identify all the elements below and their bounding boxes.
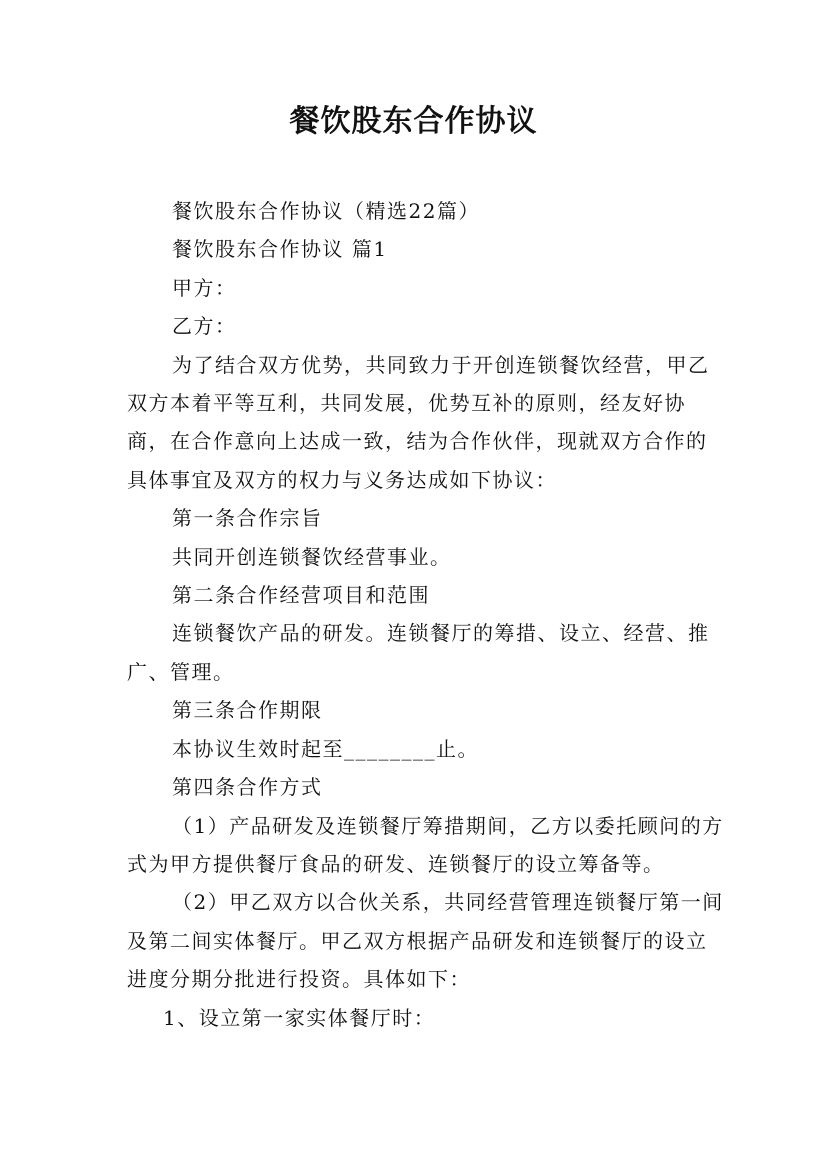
paragraph-article-4-heading: 第四条合作方式 [172,775,323,800]
paragraph-article-4-item-2: （2）甲乙双方以合伙关系，共同经营管理连锁餐厅第一间及第二间实体餐厅。甲乙双方根据产品研发和连锁餐厅的设立进度分期分批进行投资。具体如下： [127,890,724,992]
paragraph-section-heading: 餐饮股东合作协议 篇1 [172,237,388,262]
paragraph-article-2-heading: 第二条合作经营项目和范围 [172,583,430,608]
paragraph-article-4-subitem-1: 1、设立第一家实体餐厅时： [163,1005,436,1030]
paragraph-article-3-body: 本协议生效时起至________止。 [172,736,479,761]
paragraph-article-2-body: 连锁餐饮产品的研发。连锁餐厅的筹措、设立、经营、推广、管理。 [127,621,710,684]
paragraph-article-3-heading: 第三条合作期限 [172,698,323,723]
paragraph-party-b: 乙方： [172,314,237,339]
document-title: 餐饮股东合作协议 [289,104,538,139]
paragraph-subtitle: 餐饮股东合作协议（精选22篇） [172,199,480,223]
paragraph-party-a: 甲方： [172,275,237,300]
paragraph-article-1-heading: 第一条合作宗旨 [172,506,323,531]
paragraph-preamble: 为了结合双方优势，共同致力于开创连锁餐饮经营，甲乙双方本着平等互利，共同发展，优势互补的原则，经友好协商，在合作意向上达成一致，结为合作伙伴，现就双方合作的具体事宜及双方的权力与义务达成如下协议： [127,352,710,492]
paragraph-article-4-item-1: （1）产品研发及连锁餐厅筹措期间，乙方以委托顾问的方式为甲方提供餐厅食品的研发、连锁餐厅的设立筹备等。 [127,813,724,876]
paragraph-article-1-body: 共同开创连锁餐饮经营事业。 [172,544,452,569]
document-body [127,192,727,1037]
